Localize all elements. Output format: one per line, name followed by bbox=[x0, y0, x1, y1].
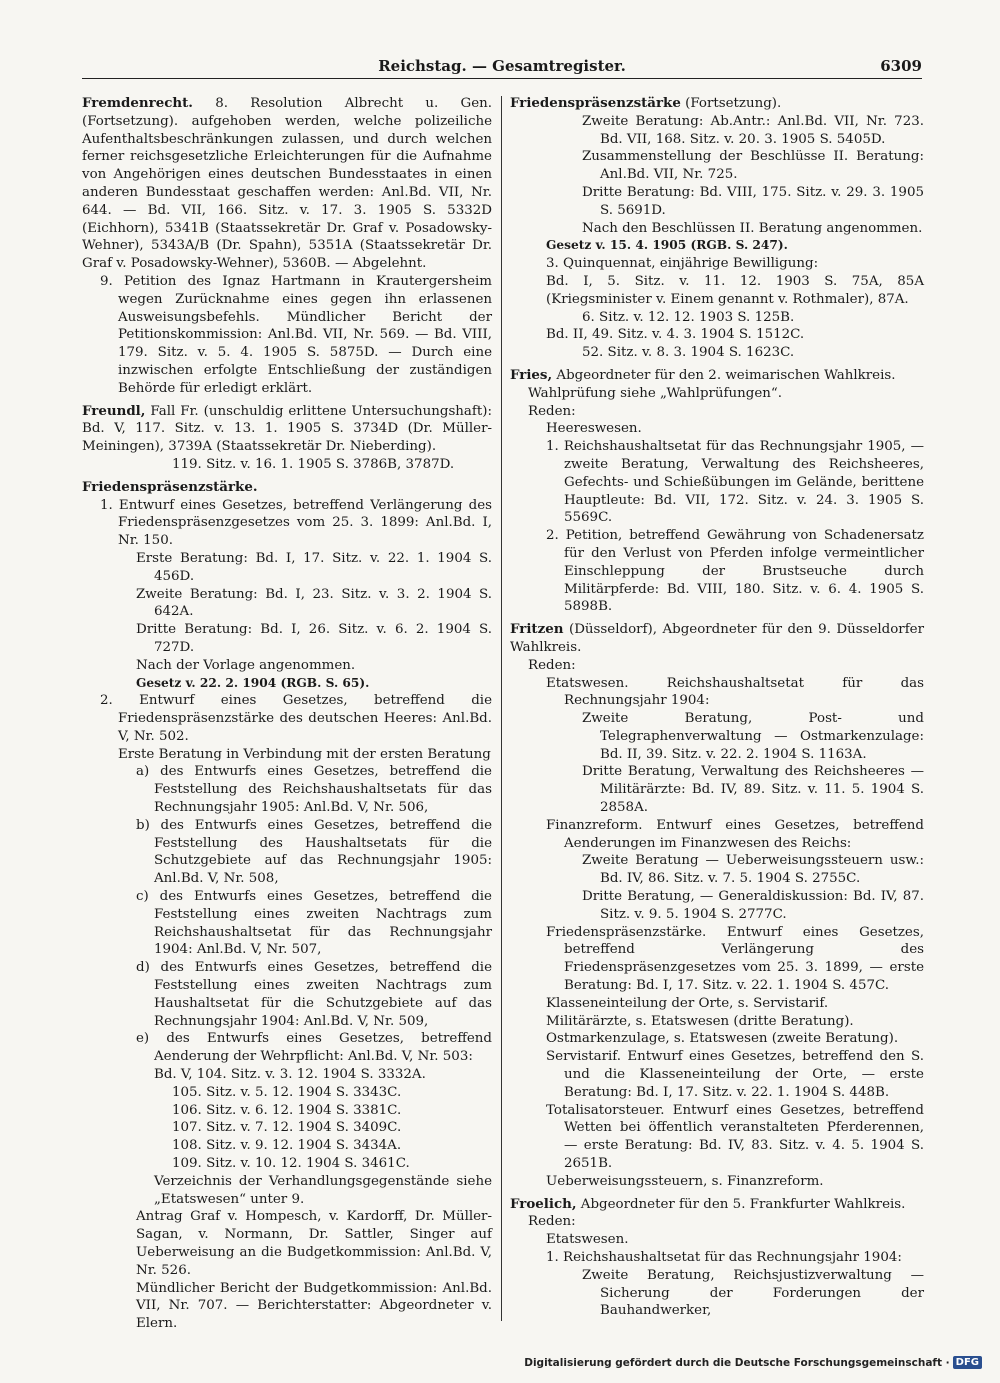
index-entry-heading bbox=[82, 95, 492, 273]
entry-text: 1. Entwurf eines Gesetzes, betreffend Verlängerung des Friedenspräsenzgesetzes vom 25. 3. 1899: Anl.Bd. I, Nr. 150. bbox=[100, 497, 492, 549]
index-entry-line bbox=[510, 344, 924, 362]
index-entry-line bbox=[510, 113, 924, 149]
page-header bbox=[82, 56, 922, 79]
entry-text: Antrag Graf v. Hompesch, v. Kardorff, Dr. Müller-Sagan, v. Normann, Dr. Sattler, Singer auf Ueberweisung an die Budgetkommission: Anl.Bd. V, Nr. 526. bbox=[136, 1209, 492, 1278]
entry-text: b) des Entwurfs eines Gesetzes, betreffend die Feststellung des Haushaltsetats für die Schutzgebiete auf das Rechnungsjahr 1905: Anl.Bd. V, Nr. 508, bbox=[136, 817, 492, 887]
index-entry-line bbox=[82, 817, 492, 888]
index-entry-line bbox=[510, 1102, 924, 1173]
entry-text: 107. Sitz. v. 7. 12. 1904 S. 3409C. bbox=[172, 1120, 402, 1136]
index-entry-line bbox=[82, 1084, 492, 1102]
index-entry-line bbox=[510, 817, 924, 853]
entry-text: 52. Sitz. v. 8. 3. 1904 S. 1623C. bbox=[582, 345, 795, 361]
index-entry-line bbox=[82, 746, 492, 764]
index-entry-line bbox=[82, 1119, 492, 1137]
index-entry-line bbox=[510, 420, 924, 438]
index-entry-heading bbox=[510, 95, 924, 113]
index-entry-line bbox=[82, 763, 492, 816]
entry-keyword: Fries, bbox=[510, 366, 553, 383]
entry-text: e) des Entwurfs eines Gesetzes, betreffend Aenderung der Wehrpflicht: Anl.Bd. V, Nr. 503: bbox=[136, 1031, 492, 1065]
index-entry-line bbox=[510, 326, 924, 344]
entry-text: Abgeordneter für den 5. Frankfurter Wahlkreis. bbox=[576, 1196, 906, 1212]
entry-keyword: Freundl, bbox=[82, 402, 146, 419]
entry-text: Nach den Beschlüssen II. Beratung angenommen. bbox=[582, 220, 923, 236]
entry-text: Militärärzte, s. Etatswesen (dritte Beratung). bbox=[546, 1013, 854, 1029]
entry-text: Bd. I, 5. Sitz. v. 11. 12. 1903 S. 75A, 85A (Kriegsminister v. Einem genannt v. Rothmaler), 87A. bbox=[546, 273, 924, 307]
entry-text: d) des Entwurfs eines Gesetzes, betreffend die Feststellung eines zweiten Nachtrags zum Haushaltsetat für die Schutzgebiete auf das Rechnungsjahr 1904: Anl.Bd. V, Nr. 509, bbox=[136, 960, 492, 1029]
index-entry-line bbox=[510, 255, 924, 273]
index-entry-line bbox=[82, 1173, 492, 1209]
entry-text: Ueberweisungssteuern, s. Finanzreform. bbox=[546, 1173, 824, 1189]
index-entry-line bbox=[510, 1249, 924, 1267]
index-entry-line bbox=[82, 675, 492, 693]
index-entry-line bbox=[82, 1102, 492, 1120]
entry-text: 1. Reichshaushaltsetat für das Rechnungsjahr 1904: bbox=[546, 1250, 902, 1265]
index-entry-heading bbox=[82, 479, 492, 497]
entry-text: 2. Entwurf eines Gesetzes, betreffend die Friedenspräsenzstärke des deutschen Heeres: Anl.Bd. V, Nr. 502. bbox=[100, 693, 492, 744]
index-entry-line bbox=[510, 148, 924, 184]
entry-text: 108. Sitz. v. 9. 12. 1904 S. 3434A. bbox=[172, 1138, 402, 1154]
index-entry-line bbox=[510, 1048, 924, 1101]
entry-text: 3. Quinquennat, einjährige Bewilligung: bbox=[546, 256, 819, 272]
index-entry-line bbox=[510, 763, 924, 816]
entry-text: Etatswesen. bbox=[546, 1232, 629, 1248]
index-entry-line bbox=[510, 924, 924, 995]
index-entry-line bbox=[82, 1280, 492, 1333]
entry-text: 109. Sitz. v. 10. 12. 1904 S. 3461C. bbox=[172, 1156, 410, 1172]
entry-text: Zweite Beratung: Bd. I, 23. Sitz. v. 3. 2. 1904 S. 642A. bbox=[136, 586, 492, 620]
index-entry-line bbox=[510, 1213, 924, 1231]
entry-text: Nach der Vorlage angenommen. bbox=[136, 657, 356, 673]
entry-text: Abgeordneter für den 2. weimarischen Wahlkreis. bbox=[552, 367, 896, 383]
index-entry-heading bbox=[82, 403, 492, 456]
index-entry-line bbox=[510, 657, 924, 675]
entry-text: Verzeichnis der Verhandlungsgegenstände siehe „Etatswesen“ unter 9. bbox=[154, 1173, 492, 1207]
index-entry-line bbox=[82, 1030, 492, 1066]
entry-text: 9. Petition des Ignaz Hartmann in Krautergersheim wegen Zurücknahme eines gegen ihn erlassenen Ausweisungsbefehls. Mündlicher Bericht der Petitionskommission: Anl.Bd. VII, Nr. 569. — Bd. VIII, 179. Sitz. v. 5. 4. 1905 S. 5875D. — Durch eine inzwischen erfolgte Entschließung der zuständigen Behörde für erledigt erklärt. bbox=[100, 273, 492, 396]
entry-text: Totalisatorsteuer. Entwurf eines Gesetzes, betreffend Wetten bei öffentlich veranstalteten Pferderennen, — erste Beratung: Bd. IV, 83. Sitz. v. 4. 5. 1904 S. 2651B. bbox=[546, 1102, 924, 1172]
index-entry-line bbox=[82, 1137, 492, 1155]
entry-keyword: Fremdenrecht. bbox=[82, 95, 193, 111]
entry-text: 1. Reichshaushaltsetat für das Rechnungsjahr 1905, — zweite Beratung, Verwaltung des Reichsheeres, Gefechts- und Schießübungen im Gelände, berittene Hauptleute: Bd. VII, 172. Sitz. v. 24. 3. 1905 S. 5569C. bbox=[546, 439, 924, 526]
page-number: 6309 bbox=[880, 57, 922, 75]
index-entry-line bbox=[510, 995, 924, 1013]
index-entry-heading bbox=[510, 367, 924, 385]
index-entry-line bbox=[510, 1030, 924, 1048]
entry-text: Fall Fr. (unschuldig erlittene Untersuchungshaft): Bd. V, 117. Sitz. v. 13. 1. 1905 S. 3734D (Dr. Müller-Meiningen), 3739A (Staatssekretär Dr. Nieberding). bbox=[82, 403, 492, 455]
index-entry-line bbox=[82, 1155, 492, 1173]
entry-text: Dritte Beratung: Bd. VIII, 175. Sitz. v. 29. 3. 1905 S. 5691D. bbox=[582, 184, 924, 218]
index-entry-line bbox=[510, 309, 924, 327]
entry-text: (Düsseldorf), Abgeordneter für den 9. Düsseldorfer Wahlkreis. bbox=[510, 622, 924, 655]
index-entry-line bbox=[82, 456, 492, 474]
entry-text: Zweite Beratung, Reichsjustizverwaltung — Sicherung der Forderungen der Bauhandwerker, bbox=[582, 1267, 924, 1319]
index-entry-line bbox=[510, 1267, 924, 1320]
index-entry-line bbox=[510, 1231, 924, 1249]
entry-text: Zusammenstellung der Beschlüsse II. Beratung: Anl.Bd. VII, Nr. 725. bbox=[582, 149, 924, 183]
entry-text: Reden: bbox=[528, 403, 576, 419]
entry-text: 8. Resolution Albrecht u. Gen. (Fortsetzung). aufgehoben werden, welche polizeiliche Aufenthaltsbeschränkungen zulassen, und durch welchen ferner reichsgesetzliche Erleichterungen für die Aufnahme von Angehörigen eines deutschen Bundesstaates in einen anderen Bundesstaat geschaffen werden: Anl.Bd. VII, Nr. 644. — Bd. VII, 166. Sitz. v. 17. 3. 1905 S. 5332D (Eichhorn), 5341B (Staatssekretär Dr. Graf v. Posadowsky-Wehner), 5343A/B (Dr. Spahn), 5351A (Staatssekretär Dr. Graf v. Posadowsky-Wehner), 5360B. — Abgelehnt. bbox=[82, 96, 492, 272]
dfg-logo: DFG bbox=[953, 1356, 982, 1369]
entry-text: Etatswesen. Reichshaushaltsetat für das Rechnungsjahr 1904: bbox=[546, 675, 924, 709]
index-entry-line bbox=[510, 675, 924, 711]
index-entry-line bbox=[510, 184, 924, 220]
index-entry-line bbox=[510, 852, 924, 888]
entry-text: Ostmarkenzulage, s. Etatswesen (zweite Beratung). bbox=[546, 1031, 899, 1047]
entry-text: Friedenspräsenzstärke. Entwurf eines Gesetzes, betreffend Verlängerung des Friedenspräsenzgesetzes vom 25. 3. 1899, — erste Beratung: Bd. I, 17. Sitz. v. 22. 1. 1904 S. 457C. bbox=[546, 924, 924, 994]
entry-keyword: Fritzen bbox=[510, 621, 564, 638]
entry-keyword: Friedenspräsenzstärke bbox=[510, 95, 681, 111]
entry-keyword: Froelich, bbox=[510, 1195, 577, 1212]
entry-text: a) des Entwurfs eines Gesetzes, betreffend die Feststellung des Reichshaushaltsetats für das Rechnungsjahr 1905: Anl.Bd. V, Nr. 506, bbox=[136, 764, 492, 816]
entry-text: Reden: bbox=[528, 1214, 576, 1230]
entry-text: 2. Petition, betreffend Gewährung von Schadenersatz für den Verlust von Pferden infolge vermeintlicher Einschleppung der Brustseuche durch Militärpferde: Bd. VIII, 180. Sitz. v. 6. 4. 1905 S. 5898B. bbox=[546, 528, 924, 615]
index-entry-heading bbox=[510, 1196, 924, 1214]
entry-text: Reden: bbox=[528, 657, 576, 673]
entry-text: Gesetz v. 22. 2. 1904 (RGB. S. 65). bbox=[136, 675, 370, 690]
entry-text: Bd. II, 49. Sitz. v. 4. 3. 1904 S. 1512C. bbox=[546, 327, 805, 343]
entry-text: (Fortsetzung). bbox=[680, 96, 782, 111]
index-entry-line bbox=[510, 385, 924, 403]
entry-text: Dritte Beratung, — Generaldiskussion: Bd. IV, 87. Sitz. v. 9. 5. 1904 S. 2777C. bbox=[582, 889, 924, 922]
index-entry-line bbox=[82, 692, 492, 745]
index-entry-line bbox=[510, 403, 924, 421]
index-entry-line bbox=[82, 888, 492, 959]
right-column bbox=[510, 95, 924, 1320]
entry-text: 105. Sitz. v. 5. 12. 1904 S. 3343C. bbox=[172, 1084, 402, 1100]
entry-text: Bd. V, 104. Sitz. v. 3. 12. 1904 S. 3332A. bbox=[154, 1067, 426, 1083]
index-entry-heading bbox=[510, 621, 924, 657]
entry-text: 106. Sitz. v. 6. 12. 1904 S. 3381C. bbox=[172, 1102, 402, 1118]
index-entry-line bbox=[510, 220, 924, 238]
entry-text: Zweite Beratung: Ab.Antr.: Anl.Bd. VII, Nr. 723. Bd. VII, 168. Sitz. v. 20. 3. 1905 S. 5405D. bbox=[582, 113, 924, 147]
entry-text: 119. Sitz. v. 16. 1. 1905 S. 3786B, 3787D. bbox=[172, 456, 455, 472]
running-title: Reichstag. — Gesamtregister. bbox=[378, 57, 626, 75]
index-entry-line bbox=[82, 1066, 492, 1084]
index-entry-line bbox=[82, 550, 492, 586]
entry-text: Servistarif. Entwurf eines Gesetzes, betreffend den S. und die Klasseneinteilung der Orte, — erste Beratung: Bd. I, 17. Sitz. v. 22. 1. 1904 S. 448B. bbox=[546, 1049, 924, 1100]
index-entry-line bbox=[510, 237, 924, 255]
entry-text: Zweite Beratung — Ueberweisungssteuern usw.: Bd. IV, 86. Sitz. v. 7. 5. 1904 S. 2755C. bbox=[582, 853, 924, 887]
index-entry-line bbox=[510, 1013, 924, 1031]
index-entry-line bbox=[510, 888, 924, 924]
entry-text: Klasseneinteilung der Orte, s. Servistarif. bbox=[546, 995, 829, 1011]
index-entry-line bbox=[510, 273, 924, 309]
index-entry-line bbox=[82, 621, 492, 657]
entry-text: Heereswesen. bbox=[546, 421, 642, 437]
entry-text: Zweite Beratung, Post- und Telegraphenverwaltung — Ostmarkenzulage: Bd. II, 39. Sitz. v. 22. 2. 1904 S. 1163A. bbox=[582, 711, 924, 762]
column-divider bbox=[501, 96, 502, 1321]
entry-text: Finanzreform. Entwurf eines Gesetzes, betreffend Aenderungen im Finanzwesen des Reichs: bbox=[546, 817, 924, 851]
entry-keyword: Friedenspräsenzstärke. bbox=[82, 478, 258, 495]
entry-text: Dritte Beratung, Verwaltung des Reichsheeres — Militärärzte: Bd. IV, 89. Sitz. v. 11. 5. 1904 S. 2858A. bbox=[582, 764, 924, 816]
index-entry-line bbox=[82, 959, 492, 1030]
entry-text: Wahlprüfung siehe „Wahlprüfungen“. bbox=[528, 385, 782, 401]
index-entry-line bbox=[82, 497, 492, 550]
index-entry-line bbox=[510, 438, 924, 527]
index-entry-line bbox=[510, 1173, 924, 1191]
entry-text: Mündlicher Bericht der Budgetkommission: Anl.Bd. VII, Nr. 707. — Berichterstatter: Abgeordneter v. Elern. bbox=[136, 1280, 492, 1332]
index-entry-line bbox=[82, 586, 492, 622]
entry-text: c) des Entwurfs eines Gesetzes, betreffend die Feststellung eines zweiten Nachtrags zum Reichshaushaltsetat für das Rechnungsjahr 1904: Anl.Bd. V, Nr. 507, bbox=[136, 889, 492, 958]
entry-text: Erste Beratung in Verbindung mit der ersten Beratung bbox=[118, 746, 491, 762]
footer bbox=[524, 1356, 982, 1369]
footer-credit: Digitalisierung gefördert durch die Deutsche Forschungsgemeinschaft · bbox=[524, 1356, 950, 1369]
index-entry-line bbox=[510, 710, 924, 763]
entry-text: Gesetz v. 15. 4. 1905 (RGB. S. 247). bbox=[546, 238, 788, 253]
index-entry-line bbox=[82, 273, 492, 398]
entry-text: Dritte Beratung: Bd. I, 26. Sitz. v. 6. 2. 1904 S. 727D. bbox=[136, 622, 492, 655]
index-entry-line bbox=[82, 1208, 492, 1279]
index-entry-line bbox=[82, 657, 492, 675]
index-entry-line bbox=[510, 527, 924, 616]
left-column bbox=[82, 95, 492, 1333]
entry-text: Erste Beratung: Bd. I, 17. Sitz. v. 22. 1. 1904 S. 456D. bbox=[136, 550, 492, 584]
entry-text: 6. Sitz. v. 12. 12. 1903 S. 125B. bbox=[582, 309, 795, 325]
